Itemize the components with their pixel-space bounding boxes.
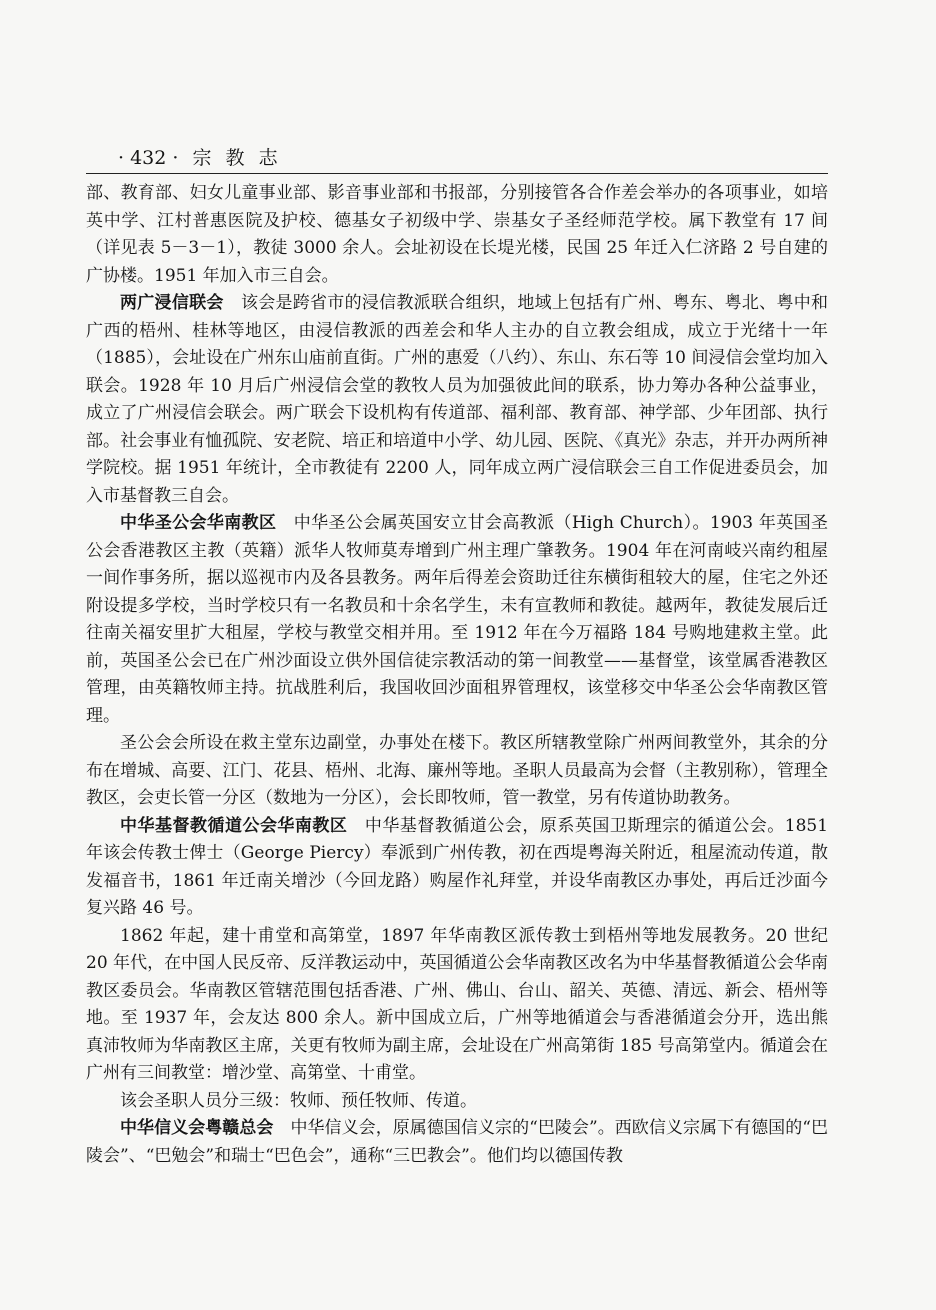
- paragraph: [86, 813, 828, 923]
- paragraph-text: 该会圣职人员分三级：牧师、预任牧师、传道。: [120, 1090, 477, 1111]
- paragraph-text: 圣公会会所设在救主堂东边副堂，办事处在楼下。教区所辖教堂除广州两间教堂外，其余的分布在增城、高要、江门、花县、梧州、北海、廉州等地。圣职人员最高为会督（主教别称），管理全教区，会吏长管一分区（数地为一分区），会长即牧师，管一教堂，另有传道协助教务。: [86, 733, 828, 808]
- paragraph: [86, 180, 828, 290]
- page-number: · 432 ·: [118, 147, 179, 169]
- book-title: 宗 教 志: [192, 147, 282, 169]
- running-header: [86, 143, 828, 174]
- section-heading: 两广浸信联会: [120, 293, 224, 313]
- section-heading: 中华信义会粤赣总会: [120, 1118, 274, 1138]
- paragraph-text: 该会是跨省市的浸信教派联合组织，地域上包括有广州、粤东、粤北、粤中和广西的梧州、桂林等地区，由浸信教派的西差会和华人主办的自立教会组成，成立于光绪十一年（1885），会址设在广州东山庙前直街。广州的惠爱（八约）、东山、东石等 10 间浸信会堂均加入联会。1928 年 10 月后广州浸信会堂的教牧人员为加强彼此间的联系，协力筹办各种公益事业，成立了广州浸信会联会。两广联会下设机构有传道部、福利部、教育部、神学部、少年团部、执行部。社会事业有恤孤院、安老院、培正和培道中小学、幼儿园、医院、《真光》杂志，并开办两所神学院校。据 1951 年统计，全市教徒有 2200 人，同年成立两广浸信联会三自工作促进委员会，加入市基督教三自会。: [86, 293, 829, 506]
- paragraph-text: 部、教育部、妇女儿童事业部、影音事业部和书报部，分别接管各合作差会举办的各项事业，如培英中学、江村普惠医院及护校、德基女子初级中学、崇基女子圣经师范学校。属下教堂有 17 间（详见表 5－3－1），教徒 3000 余人。会址初设在长堤光楼，民国 25 年迁入仁济路 2 号自建的广协楼。1951 年加入市三自会。: [86, 183, 828, 286]
- paragraph: [86, 923, 828, 1088]
- paragraph: [86, 290, 828, 510]
- section-heading: 中华基督教循道公会华南教区: [120, 815, 348, 836]
- page: [86, 143, 828, 1170]
- section-heading: 中华圣公会华南教区: [120, 513, 277, 533]
- paragraph-text: 中华基督教循道公会，原系英国卫斯理宗的循道公会。1851 年该会传教士俾士（George Piercy）奉派到广州传教，初在西堤粤海关附近，租屋流动传道，散发福音书，1861 年迁南关增沙（今回龙路）购屋作礼拜堂，并设华南教区办事处，再后迁沙面今复兴路 46 号。: [86, 815, 829, 918]
- paragraph: [86, 1088, 828, 1116]
- body-text: [86, 180, 828, 1170]
- paragraph: [86, 730, 828, 813]
- paragraph-text: 中华信义会，原属德国信义宗的“巴陵会”。西欧信义宗属下有德国的“巴陵会”、“巴勉会”和瑞士“巴色会”，通称“三巴教会”。他们均以德国传教: [86, 1118, 829, 1166]
- paragraph-text: 1862 年起，建十甫堂和高第堂，1897 年华南教区派传教士到梧州等地发展教务。20 世纪 20 年代，在中国人民反帝、反洋教运动中，英国循道公会华南教区改名为中华基督教循道公会华南教区委员会。华南教区管辖范围包括香港、广州、佛山、台山、韶关、英德、清远、新会、梧州等地。至 1937 年，会友达 800 余人。新中国成立后，广州等地循道会与香港循道会分开，选出熊真沛牧师为华南教区主席，关更有牧师为副主席，会址设在广州高第街 185 号高第堂内。循道会在广州有三间教堂：增沙堂、高第堂、十甫堂。: [86, 925, 828, 1083]
- paragraph: [86, 1115, 828, 1170]
- paragraph: [86, 510, 828, 730]
- paragraph-text: 中华圣公会属英国安立甘会高教派（High Church）。1903 年英国圣公会香港教区主教（英籍）派华人牧师莫寿增到广州主理广肇教务。1904 年在河南岐兴南约租屋一间作事务所，据以巡视市内及各县教务。两年后得差会资助迁往东横街租较大的屋，住宅之外还附设提多学校，当时学校只有一名教员和十余名学生，未有宣教师和教徒。越两年，教徒发展后迁往南关福安里扩大租屋，学校与教堂交相并用。至 1912 年在今万福路 184 号购地建救主堂。此前，英国圣公会已在广州沙面设立供外国信徒宗教活动的第一间教堂——基督堂，该堂属香港教区管理，由英籍牧师主持。抗战胜利后，我国收回沙面租界管理权，该堂移交中华圣公会华南教区管理。: [86, 513, 829, 726]
